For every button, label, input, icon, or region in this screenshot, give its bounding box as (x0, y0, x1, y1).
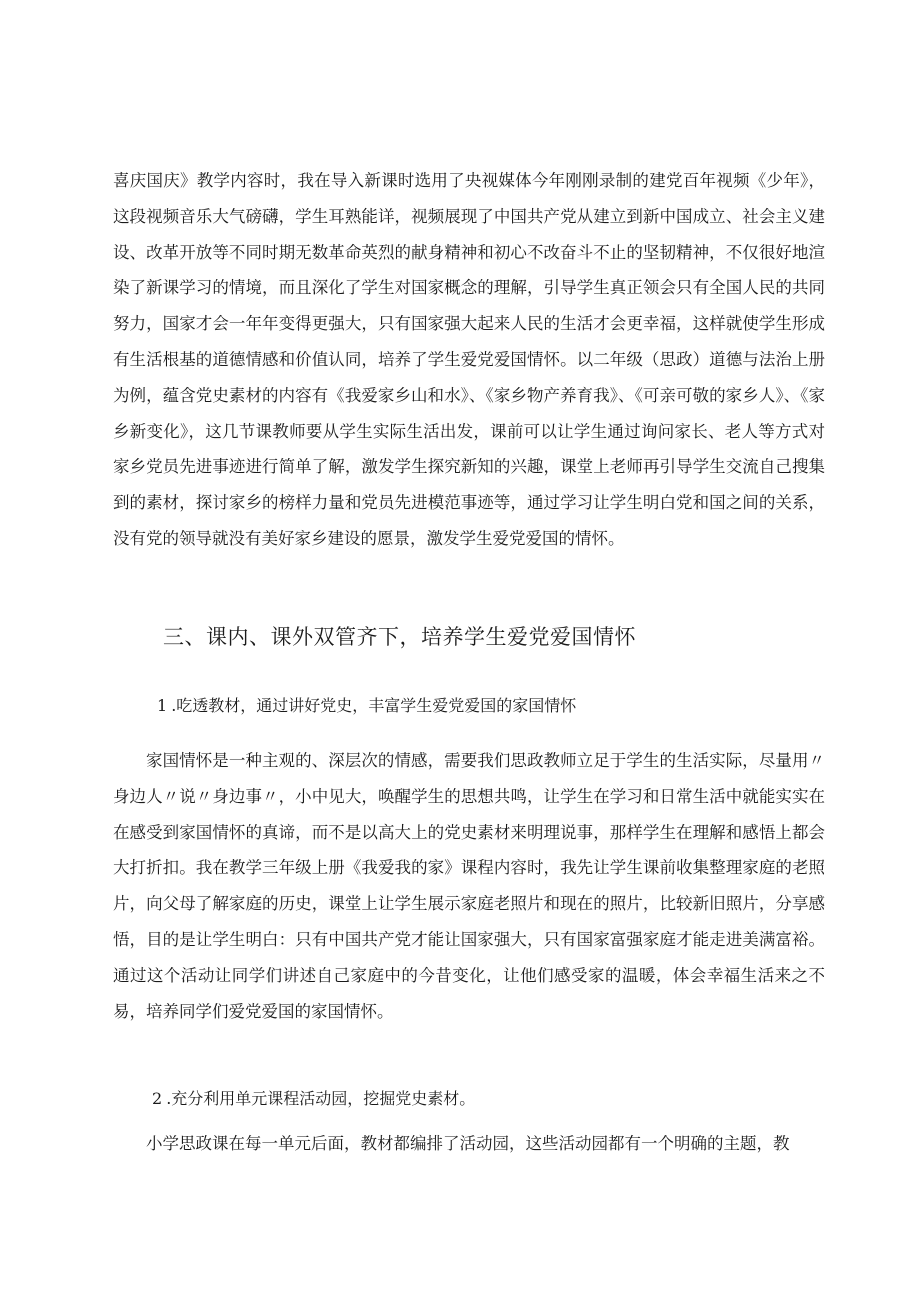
subheading-1 (157, 694, 576, 718)
body-paragraph-1: 喜庆国庆》教学内容时，我在导入新课时选用了央视媒体今年刚刚录制的建党百年视频《少年》，这段视频音乐大气磅礴，学生耳熟能详，视频展现了中国共产党从建立到新中国成立、社会主义建设、改革开放等不同时期无数革命英烈的献身精神和初心不改奋斗不止的坚韧精神，不仅很好地渲染了新课学习的情境，而且深化了学生对国家概念的理解，引导学生真正领会只有全国人民的共同努力，国家才会一年年变得更强大，只有国家强大起来人民的生活才会更幸福，这样就使学生形成有生活根基的道德情感和价值认同，培养了学生爱党爱国情怀。以二年级（思政）道德与法治上册为例，蕴含党史素材的内容有《我爱家乡山和水》、《家乡物产养育我》、《可亲可敬的家乡人》、《家乡新变化》，这几节课教师要从学生实际生活出发，课前可以让学生通过询问家长、老人等方式对家乡党员先进事迹进行简单了解，激发学生探究新知的兴趣，课堂上老师再引导学生交流自己搜集到的素材，探讨家乡的榜样力量和党员先进模范事迹等，通过学习让学生明白党和国之间的关系，没有党的领导就没有美好家乡建设的愿景，激发学生爱党爱国的情怀。 (113, 171, 825, 548)
subheading-1-number: 1 (157, 696, 168, 715)
subheading-2-text: .充分利用单元课程活动园，挖掘党史素材。 (166, 1089, 476, 1108)
subheading-2 (152, 1087, 475, 1111)
subheading-2-number: 2 (152, 1089, 163, 1108)
subheading-1-text: .吃透教材，通过讲好党史，丰富学生爱党爱国的家国情怀 (171, 696, 577, 715)
body-paragraph-3: 小学思政课在每一单元后面，教材都编排了活动园，这些活动园都有一个明确的主题，教 (146, 1134, 790, 1153)
body-paragraph-2: 家国情怀是一种主观的、深层次的情感，需要我们思政教师立足于学生的生活实际，尽量用〃身边人〃说〃身边事〃，小中见大，唤醒学生的思想共鸣，让学生在学习和日常生活中就能实实在在感受到家国情怀的真谛，而不是以高大上的党史素材来明理说事，那样学生在理解和感悟上都会大打折扣。我在教学三年级上册《我爱我的家》课程内容时，我先让学生课前收集整理家庭的老照片，向父母了解家庭的历史，课堂上让学生展示家庭老照片和现在的照片，比较新旧照片，分享感悟，目的是让学生明白：只有中国共产党才能让国家强大，只有国家富强家庭才能走进美满富裕。通过这个活动让同学们讲述自己家庭中的今昔变化，让他们感受家的温暖，体会幸福生活来之不易，培养同学们爱党爱国的家国情怀。 (113, 751, 825, 1021)
section-heading-3: 三、课内、课外双管齐下，培养学生爱党爱国情怀 (163, 625, 636, 649)
